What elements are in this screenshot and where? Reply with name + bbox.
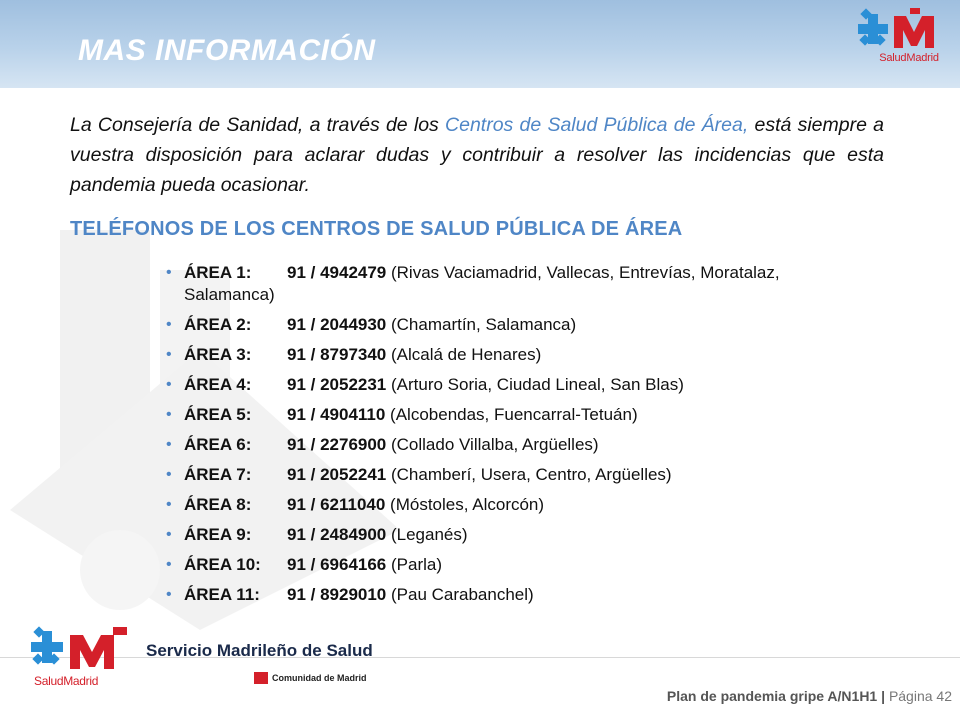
list-item xyxy=(158,262,858,306)
bullet-icon: • xyxy=(166,586,172,603)
list-item xyxy=(158,554,858,576)
footer-caption xyxy=(667,688,952,704)
area-name: ÁREA 7: xyxy=(184,465,252,484)
page-number: Página 42 xyxy=(888,688,952,704)
area-phone: 91 / 4904110 xyxy=(287,405,386,424)
logo-bottom-text: SaludMadrid xyxy=(34,674,99,688)
area-zones: (Chamartín, Salamanca) xyxy=(386,315,577,334)
logo-top-text: SaludMadrid xyxy=(879,52,939,64)
intro-paragraph xyxy=(70,110,884,200)
area-zones: (Alcobendas, Fuencarral-Tetuán) xyxy=(385,405,638,424)
intro-highlight: Centros de Salud Pública de Área, xyxy=(445,114,749,136)
document-title: Plan de pandemia gripe A/N1H1 xyxy=(666,688,878,704)
area-zones: (Leganés) xyxy=(386,525,468,544)
area-name: ÁREA 9: xyxy=(184,525,252,544)
area-phone: 91 / 2484900 xyxy=(287,525,387,544)
bullet-icon: • xyxy=(166,264,172,281)
area-phone: 91 / 2052241 xyxy=(287,465,387,484)
area-name: ÁREA 1: xyxy=(184,263,252,282)
area-name: ÁREA 10: xyxy=(184,555,261,574)
section-heading: TELÉFONOS DE LOS CENTROS DE SALUD PÚBLICA DE ÁREA xyxy=(70,218,683,240)
area-phone: 91 / 6211040 xyxy=(287,495,386,514)
bullet-icon: • xyxy=(166,526,172,543)
area-zones: (Collado Villalba, Argüelles) xyxy=(386,435,599,454)
area-phone: 91 / 8797340 xyxy=(287,345,387,364)
bullet-icon: • xyxy=(166,436,172,453)
area-zones: (Alcalá de Henares) xyxy=(386,345,542,364)
area-name: ÁREA 8: xyxy=(184,495,252,514)
bullet-icon: • xyxy=(166,556,172,573)
list-item xyxy=(158,344,858,366)
footer-divider xyxy=(0,657,960,658)
bullet-icon: • xyxy=(166,376,172,393)
footer-separator: | xyxy=(881,688,886,704)
bullet-icon: • xyxy=(166,406,172,423)
list-item xyxy=(158,374,858,396)
area-name: ÁREA 11: xyxy=(184,585,260,604)
intro-text-part1: La Consejería de Sanidad, a través de los xyxy=(70,114,446,136)
bullet-icon: • xyxy=(166,316,172,333)
page-title: MAS INFORMACIÓN xyxy=(78,34,376,67)
area-phone: 91 / 6964166 xyxy=(287,555,387,574)
area-phone: 91 / 8929010 xyxy=(287,585,387,604)
list-item xyxy=(158,404,858,426)
area-name: ÁREA 5: xyxy=(184,405,252,424)
bullet-icon: • xyxy=(166,466,172,483)
area-phone: 91 / 2044930 xyxy=(287,315,387,334)
area-name: ÁREA 6: xyxy=(184,435,252,454)
area-zones: (Pau Carabanchel) xyxy=(386,585,534,604)
area-phone-list xyxy=(158,262,858,614)
area-name: ÁREA 2: xyxy=(184,315,252,334)
area-phone: 91 / 2052231 xyxy=(287,375,387,394)
area-zones: (Chamberí, Usera, Centro, Argüelles) xyxy=(386,465,672,484)
area-name: ÁREA 3: xyxy=(184,345,252,364)
list-item xyxy=(158,524,858,546)
list-item xyxy=(158,464,858,486)
list-item xyxy=(158,314,858,336)
area-zones: (Parla) xyxy=(386,555,442,574)
list-item xyxy=(158,494,858,516)
area-zones: (Rivas Vaciamadrid, Vallecas, Entrevías, Moratalaz, Salamanca) xyxy=(184,263,780,304)
list-item xyxy=(158,434,858,456)
list-item xyxy=(158,584,858,606)
community-logo xyxy=(254,672,367,684)
service-name: Servicio Madrileño de Salud xyxy=(146,641,373,660)
area-phone: 91 / 2276900 xyxy=(287,435,387,454)
bullet-icon: • xyxy=(166,496,172,513)
bullet-icon: • xyxy=(166,346,172,363)
community-name: Comunidad de Madrid xyxy=(272,673,367,683)
community-flag-icon xyxy=(254,672,268,684)
intro-text-part2: está siempre a vuestra disposición para aclarar dudas y contribuir a resolver las incidencias que esta pandemia pueda ocasionar. xyxy=(70,114,884,196)
area-zones: (Arturo Soria, Ciudad Lineal, San Blas) xyxy=(386,375,684,394)
area-zones: (Móstoles, Alcorcón) xyxy=(385,495,545,514)
area-phone: 91 / 4942479 xyxy=(287,263,387,282)
area-name: ÁREA 4: xyxy=(184,375,252,394)
